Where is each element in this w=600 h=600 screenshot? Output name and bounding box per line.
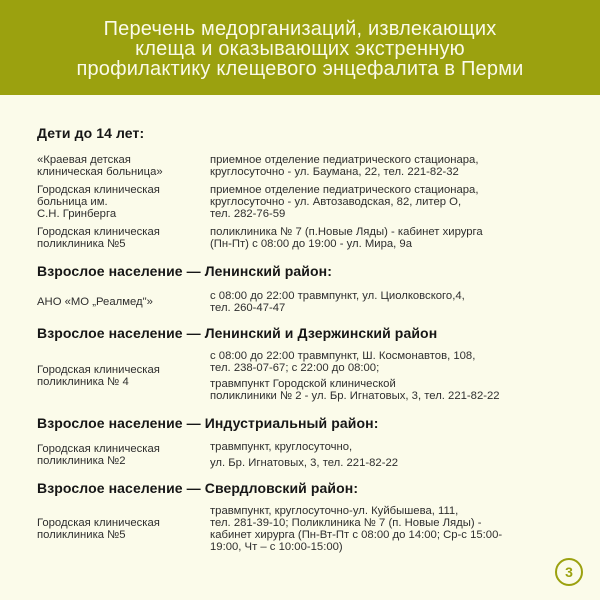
list-item: [37, 441, 567, 469]
section-heading-children: Дети до 14 лет:: [37, 125, 145, 141]
org-info: поликлиника № 7 (п.Новые Ляды) - кабинет хирурга (Пн-Пт) с 08:00 до 19:00 - ул. Мира, 9а: [210, 226, 483, 250]
section-heading-industrialny: Взрослое население — Индустриальный район:: [37, 415, 379, 431]
org-name: АНО «МО „Реалмед"»: [37, 296, 153, 308]
content: [37, 124, 567, 553]
org-info: травмпункт, круглосуточно-ул. Куйбышева, 111, тел. 281-39-10; Поликлиника № 7 (п. Новые Ляды) - кабинет хирурга (Пн-Вт-Пт с 08:00 до 14:00; Ср-с 15:00- 19:00, Чт – с 10:00-15:00): [210, 505, 503, 553]
title-line: клеща и оказывающих экстренную: [135, 37, 465, 60]
org-name: «Краевая детская клиническая больница»: [37, 154, 163, 178]
section-heading-sverdlovsky: Взрослое население — Свердловский район:: [37, 480, 359, 496]
org-info: приемное отделение педиатрического стационара, круглосуточно - ул. Баумана, 22, тел. 221-82-32: [210, 154, 479, 178]
org-info: травмпункт, круглосуточно, ул. Бр. Игнатовых, 3, тел. 221-82-22: [210, 441, 399, 469]
section-heading-leninsky: Взрослое население — Ленинский район:: [37, 263, 332, 279]
org-info: с 08:00 до 22:00 травмпункт, ул. Циолковского,4, тел. 260-47-47: [210, 290, 465, 314]
org-name: Городская клиническая больница им. С.Н. Гринберга: [37, 184, 160, 220]
org-name: Городская клиническая поликлиника №5: [37, 226, 160, 250]
list-item: [37, 154, 567, 178]
list-item: [37, 290, 567, 314]
title-line: профилактику клещевого энцефалита в Перми: [76, 57, 524, 80]
list-item: [37, 350, 567, 402]
list-item: [37, 226, 567, 250]
page-number-badge: 3: [555, 558, 583, 586]
org-name: Городская клиническая поликлиника №5: [37, 517, 160, 541]
org-name: Городская клиническая поликлиника № 4: [37, 364, 160, 388]
title-line: Перечень медорганизаций, извлекающих: [103, 17, 497, 40]
list-item: [37, 184, 567, 220]
org-info: с 08:00 до 22:00 травмпункт, Ш. Космонавтов, 108, тел. 238-07-67; с 22:00 до 08:00; травмпункт Городской клинической поликлиники № 2 - ул. Бр. Игнатовых, 3, тел. 221-82-22: [210, 350, 500, 402]
section-heading-leninsky-dzerzhinsky: Взрослое население — Ленинский и Дзержинский район: [37, 325, 438, 341]
list-item: [37, 505, 567, 553]
title-banner: [0, 0, 600, 95]
org-name: Городская клиническая поликлиника №2: [37, 443, 160, 467]
org-info: приемное отделение педиатрического стационара, круглосуточно - ул. Автозаводская, 82, литер О, тел. 282-76-59: [210, 184, 479, 220]
page-title: [76, 19, 523, 79]
